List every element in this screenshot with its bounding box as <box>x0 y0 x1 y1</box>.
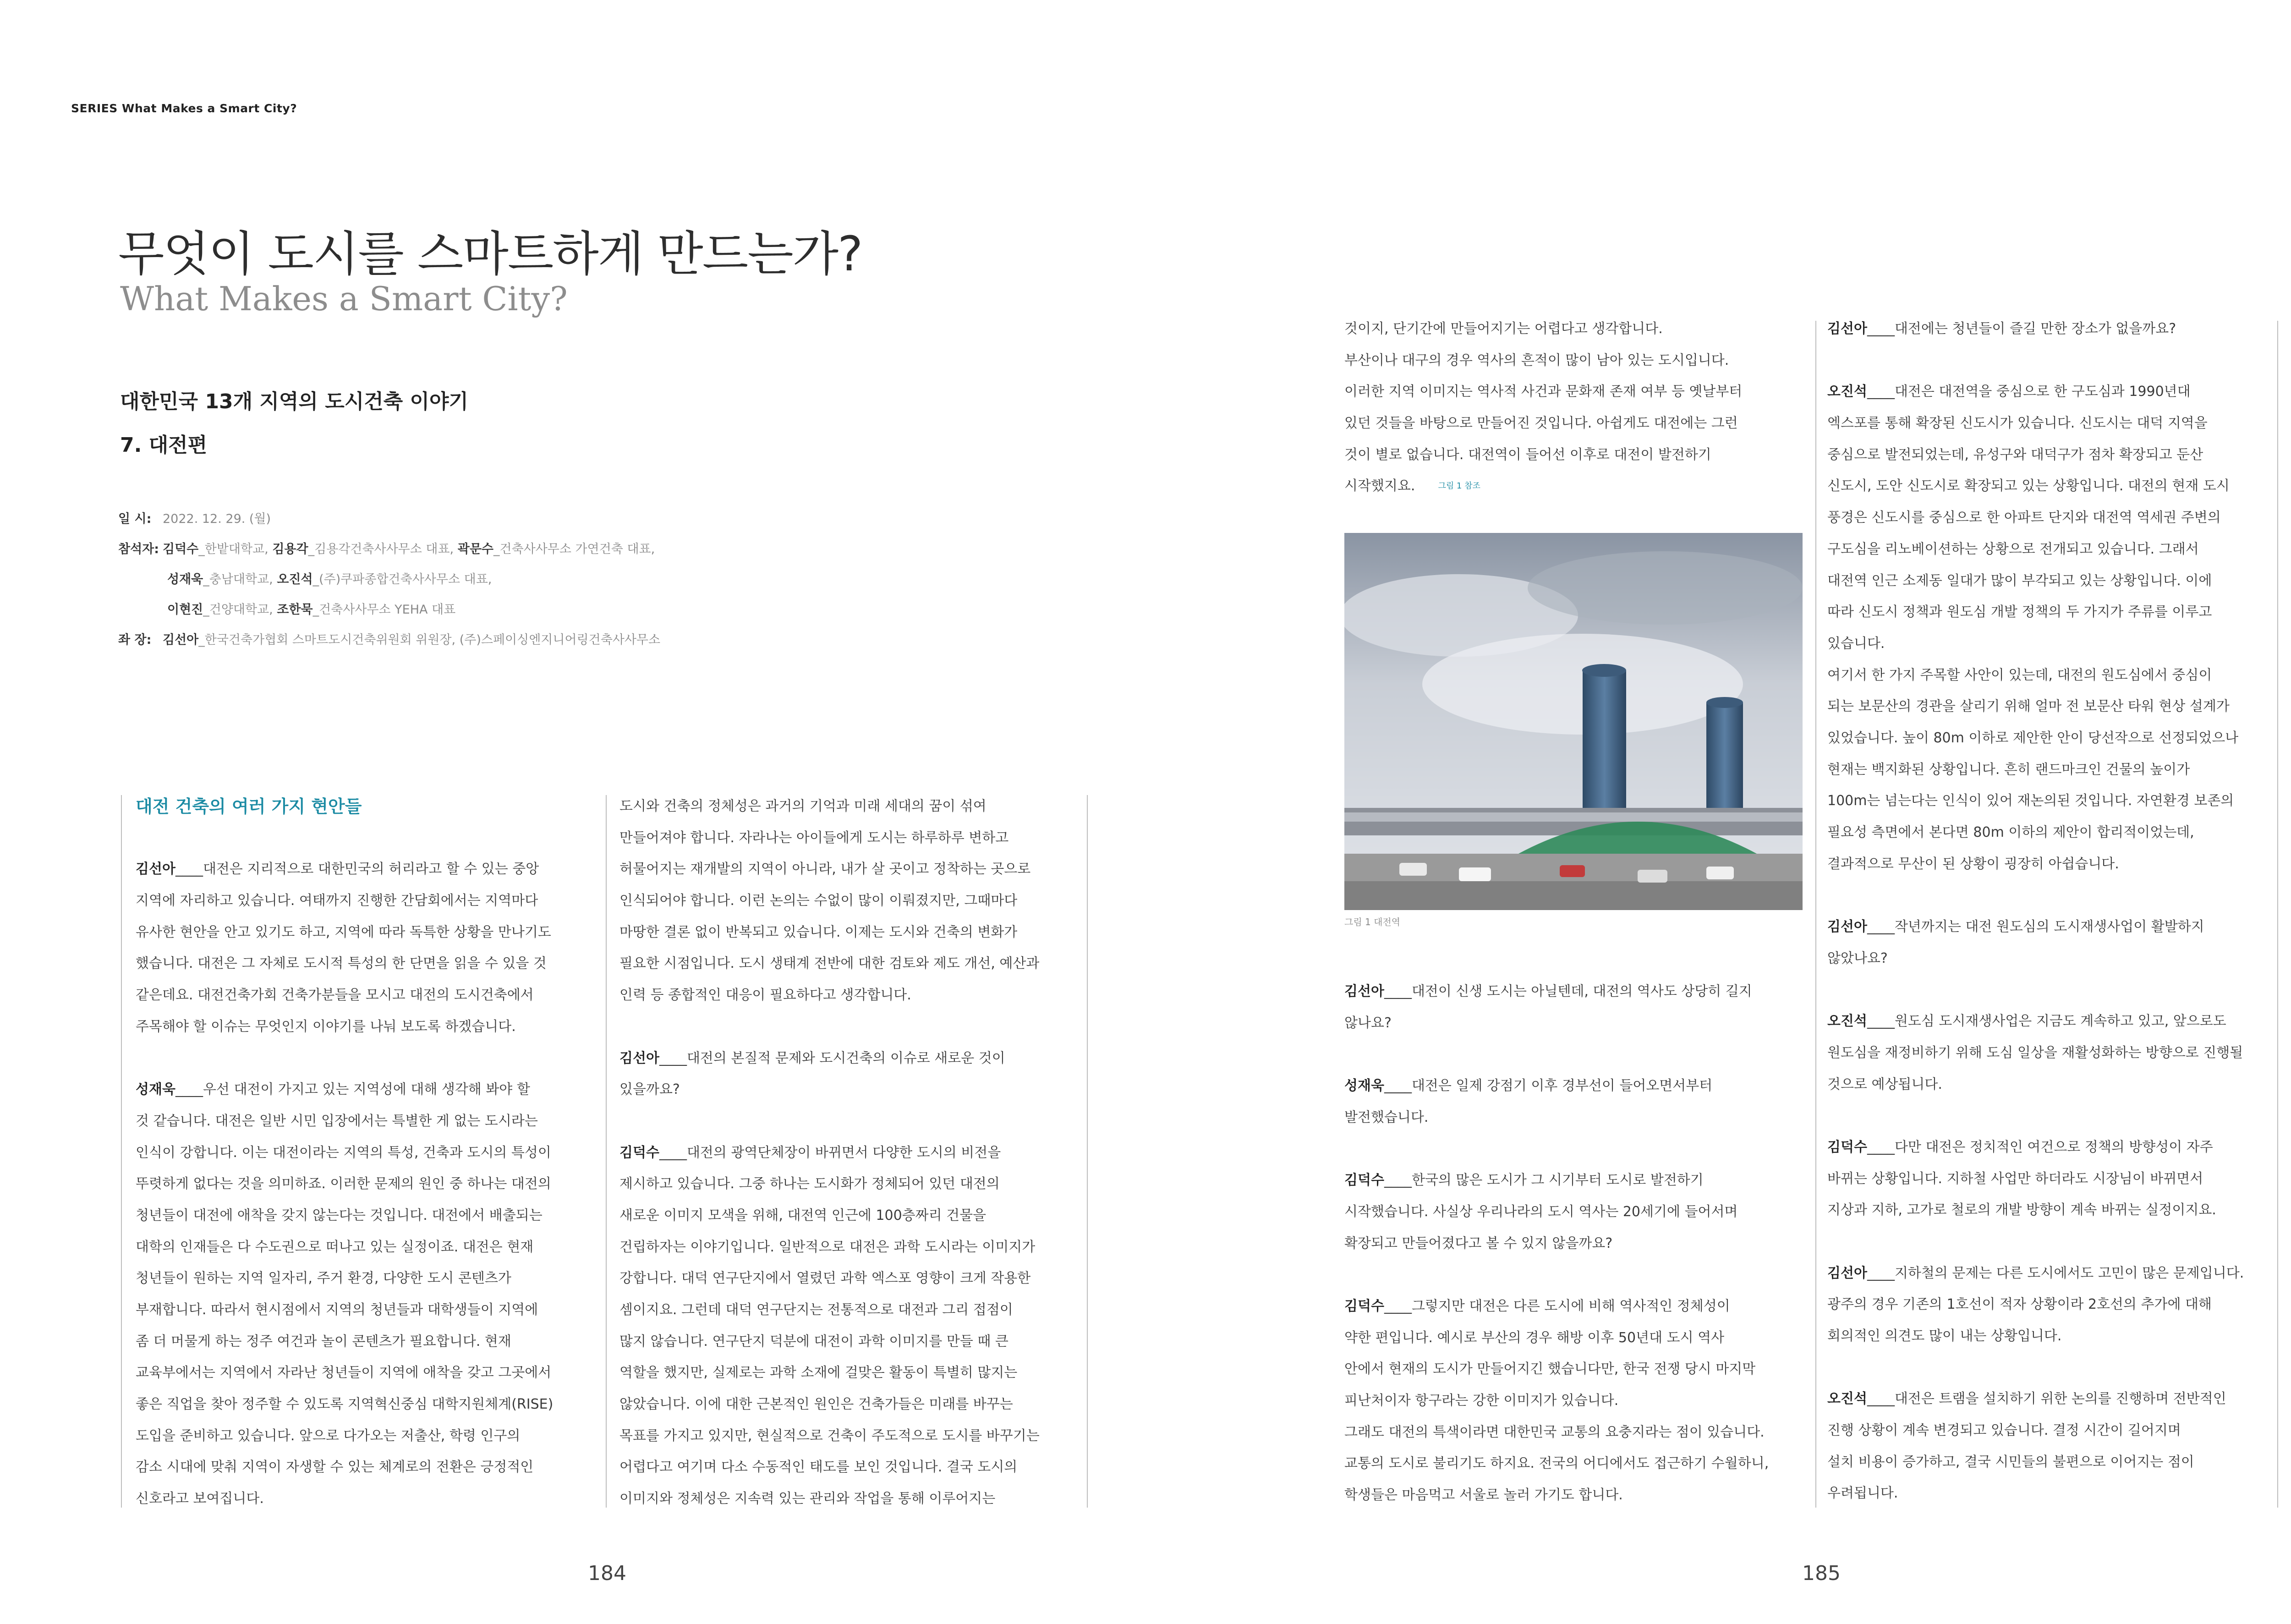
attendee-name: 오진석 <box>277 572 313 587</box>
text-column-4 <box>1827 313 2244 1509</box>
line-text: 현재는 백지화된 상황입니다. 흔히 랜드마크인 건물의 높이가 <box>1827 761 2190 778</box>
meta-attendee-row <box>118 565 660 595</box>
text-line <box>136 1452 553 1483</box>
line-text: 강합니다. 대덕 연구단지에서 열렸던 과학 엑스포 영향이 크게 작용한 <box>619 1270 1031 1287</box>
text-line <box>1344 1385 1769 1417</box>
meta-attendee-row <box>118 534 660 565</box>
paragraph-gap <box>619 1011 1040 1043</box>
tower-right <box>1706 702 1743 822</box>
text-line <box>1344 471 1742 502</box>
speaker-name: 성재욱 <box>1344 1078 1384 1094</box>
attendee-name: 김용각 <box>272 542 308 556</box>
text-line <box>1827 597 2244 628</box>
text-line <box>1344 1322 1769 1354</box>
attendee-name: 이현진 <box>167 603 203 617</box>
text-line <box>1827 1289 2244 1321</box>
line-text: 청년들이 대전에 애착을 갖지 않는다는 것입니다. 대전에서 배출되는 <box>136 1207 543 1223</box>
text-line <box>1827 376 2244 408</box>
line-text: 좀 더 머물게 하는 정주 여건과 놀이 콘텐츠가 필요합니다. 현재 <box>136 1333 511 1350</box>
text-line <box>1827 1321 2244 1352</box>
page-title: 무엇이 도시를 스마트하게 만드는가? <box>118 226 862 282</box>
line-text: 안에서 현재의 도시가 만들어지긴 했습니다만, 한국 전쟁 당시 마지막 <box>1344 1361 1756 1377</box>
text-line <box>1827 723 2244 754</box>
attendee-affiliation: _충남대학교, <box>203 572 277 587</box>
line-text: 셈이지요. 그런데 대덕 연구단지는 전통적으로 대전과 그리 접점이 <box>619 1302 1013 1318</box>
text-line <box>1827 1258 2244 1289</box>
line-text: 우려됩니다. <box>1827 1485 1898 1502</box>
text-line <box>619 1357 1040 1389</box>
text-line <box>136 1200 553 1232</box>
text-line <box>136 1232 553 1263</box>
line-text: 필요한 시점입니다. 도시 생태계 전반에 대한 검토와 제도 개선, 예산과 <box>619 955 1040 972</box>
section-heading: 대전 건축의 여러 가지 현안들 <box>136 796 362 817</box>
speaker-name: 김선아 <box>619 1050 659 1066</box>
line-text: 이미지와 정체성은 지속력 있는 관리와 작업을 통해 이루어지는 <box>619 1491 996 1507</box>
text-line <box>136 1137 553 1169</box>
text-line <box>619 1483 1040 1515</box>
meta-attendees-label: 참석자: <box>118 542 159 556</box>
line-text: 있을까요? <box>619 1081 680 1098</box>
speaker-text: 대전에는 청년들이 즐길 만한 장소가 없을까요? <box>1894 321 2176 337</box>
line-text: 주목해야 할 이슈는 무엇인지 이야기를 나눠 보도록 하겠습니다. <box>136 1018 516 1035</box>
text-column-1 <box>136 791 553 1515</box>
text-line <box>136 885 553 917</box>
speaker-text: 다만 대전은 정치적인 여건으로 정책의 방향성이 자주 <box>1894 1139 2213 1155</box>
line-text: 않나요? <box>1344 1015 1392 1031</box>
line-text: 진행 상황이 계속 변경되고 있습니다. 결정 시간이 길어지며 <box>1827 1422 2181 1439</box>
speaker-name: 오진석 <box>1827 1391 1867 1407</box>
line-text: 지역에 자리하고 있습니다. 여태까지 진행한 간담회에서는 지역마다 <box>136 893 538 909</box>
tower-left <box>1583 670 1626 822</box>
text-line <box>136 917 553 949</box>
text-line <box>136 1263 553 1295</box>
text-line <box>136 791 553 823</box>
text-line <box>136 1357 553 1389</box>
speaker-separator: ____ <box>1384 1172 1412 1189</box>
speaker-text: 대전은 트램을 설치하기 위한 논의를 진행하며 전반적인 <box>1894 1391 2226 1407</box>
line-text: 대학의 인재들은 다 수도권으로 떠나고 있는 실정이죠. 대전은 현재 <box>136 1239 534 1255</box>
line-text: 않았습니다. 이에 대한 근본적인 원인은 건축가들은 미래를 바꾸는 <box>619 1396 1013 1413</box>
line-text: 인식이 강합니다. 이는 대전이라는 지역의 특성, 건축과 도시의 특성이 <box>136 1144 551 1161</box>
text-line <box>619 1200 1040 1232</box>
column-rule <box>1087 795 1088 1508</box>
text-line <box>1344 439 1742 471</box>
line-text: 교통의 도시로 불리기도 하지요. 전국의 어디에서도 접근하기 수월하니, <box>1344 1455 1769 1472</box>
speaker-name: 오진석 <box>1827 1013 1867 1030</box>
text-line <box>1344 376 1742 408</box>
speaker-name: 김선아 <box>1827 919 1867 935</box>
column-rule <box>606 795 607 1508</box>
speaker-text: 작년까지는 대전 원도심의 도시재생사업이 활발하지 <box>1894 919 2204 935</box>
speaker-name: 성재욱 <box>136 1081 175 1098</box>
meta-chair <box>118 625 660 655</box>
speaker-name: 김선아 <box>1827 321 1867 337</box>
speaker-separator: ____ <box>1867 321 1895 337</box>
speaker-separator: ____ <box>175 861 203 878</box>
line-text: 부재합니다. 따라서 현시점에서 지역의 청년들과 대학생들이 지역에 <box>136 1302 538 1318</box>
line-text: 엑스포를 통해 확장된 신도시가 있습니다. 신도시는 대덕 지역을 <box>1827 415 2208 432</box>
text-line <box>136 1074 553 1106</box>
speaker-name: 김선아 <box>1827 1265 1867 1281</box>
line-text: 인식되어야 합니다. 이런 논의는 수없이 많이 이뤄졌지만, 그때마다 <box>619 893 1018 909</box>
meta-date-value: 2022. 12. 29. (월) <box>163 512 271 526</box>
line-text: 했습니다. 대전은 그 자체로 도시적 특성의 한 단면을 읽을 수 있을 것 <box>136 955 547 972</box>
text-line <box>1827 502 2244 534</box>
text-line <box>619 854 1040 885</box>
text-line <box>1827 1447 2244 1478</box>
text-column-3-bottom <box>1344 976 1769 1511</box>
text-line <box>619 980 1040 1011</box>
text-line <box>1827 1069 2244 1101</box>
paragraph-gap <box>1344 1133 1769 1165</box>
line-text: 새로운 이미지 모색을 위해, 대전역 인근에 100층짜리 건물을 <box>619 1207 987 1223</box>
line-text: 어렵다고 여기며 다소 수동적인 태도를 보인 것입니다. 결국 도시의 <box>619 1459 1018 1476</box>
attendee-name: 김덕수 <box>163 542 199 556</box>
text-line <box>1827 943 2244 975</box>
text-line <box>619 1389 1040 1421</box>
speaker-text: 대전은 지리적으로 대한민국의 허리라고 할 수 있는 중앙 <box>203 861 539 878</box>
attendee-affiliation: _건양대학교, <box>203 603 277 617</box>
line-text: 그래도 대전의 특색이라면 대한민국 교통의 요충지라는 점이 있습니다. <box>1344 1424 1765 1440</box>
attendee-name: 곽문수 <box>457 542 493 556</box>
figure-reference: 그림 1 참조 <box>1438 481 1480 491</box>
meta-date <box>118 504 660 534</box>
paragraph-gap <box>1827 1100 2244 1132</box>
text-line <box>136 1483 553 1515</box>
text-line <box>136 1326 553 1358</box>
speaker-text: 지하철의 문제는 다른 도시에서도 고민이 많은 문제입니다. <box>1894 1265 2244 1281</box>
speaker-name: 김덕수 <box>1344 1298 1384 1314</box>
text-line <box>1344 1165 1769 1196</box>
line-text: 교육부에서는 지역에서 자라난 청년들이 지역에 애착을 갖고 그곳에서 <box>136 1365 552 1381</box>
text-line <box>1827 313 2244 345</box>
line-text: 허물어지는 재개발의 지역이 아니라, 내가 살 곳이고 정착하는 곳으로 <box>619 861 1031 878</box>
speaker-name: 김덕수 <box>619 1144 659 1161</box>
line-text: 약한 편입니다. 예시로 부산의 경우 해방 이후 50년대 도시 역사 <box>1344 1329 1725 1346</box>
speaker-name: 김덕수 <box>1344 1172 1384 1189</box>
line-text: 결과적으로 무산이 된 상황이 굉장히 아쉽습니다. <box>1827 856 2119 872</box>
paragraph-gap <box>136 1043 553 1075</box>
speaker-text: 우선 대전이 가지고 있는 지역성에 대해 생각해 봐야 할 <box>203 1081 530 1098</box>
line-text: 만들어져야 합니다. 자라나는 아이들에게 도시는 하루하루 변하고 <box>619 829 1009 846</box>
text-line <box>619 885 1040 917</box>
text-line <box>1344 1008 1769 1039</box>
text-line <box>1344 1448 1769 1480</box>
speaker-separator: ____ <box>659 1144 687 1161</box>
text-line <box>1827 849 2244 880</box>
text-line <box>619 1137 1040 1169</box>
subtitle: 대한민국 13개 지역의 도시건축 이야기 <box>120 390 469 413</box>
text-line <box>1827 754 2244 786</box>
text-line <box>1827 911 2244 943</box>
speaker-separator: ____ <box>1867 384 1895 400</box>
attendee-affiliation: _건축사사무소 YEHA 대표 <box>312 603 456 617</box>
text-line <box>136 980 553 1011</box>
attendee-affiliation: _건축사사무소 가연건축 대표, <box>493 542 655 556</box>
line-text: 발전했습니다. <box>1344 1109 1429 1125</box>
line-text: 목표를 가지고 있지만, 현실적으로 건축이 주도적으로 도시를 바꾸기는 <box>619 1427 1040 1444</box>
text-line <box>1344 345 1742 377</box>
line-text: 유사한 현안을 안고 있기도 하고, 지역에 따라 독특한 상황을 만나기도 <box>136 924 551 940</box>
chair-affiliation: _한국건축가협회 스마트도시건축위원회 위원장, (주)스페이싱엔지니어링건축사사무소 <box>198 633 661 647</box>
text-line <box>1344 976 1769 1008</box>
text-line <box>1827 1415 2244 1447</box>
line-text: 확장되고 만들어졌다고 볼 수 있지 않을까요? <box>1344 1235 1613 1251</box>
paragraph-gap <box>1827 1352 2244 1384</box>
text-line <box>619 1232 1040 1263</box>
line-text: 광주의 경우 기존의 1호선이 적자 상황이라 2호선의 추가에 대해 <box>1827 1296 2212 1313</box>
speaker-text: 대전은 대전역을 중심으로 한 구도심과 1990년대 <box>1894 384 2191 400</box>
line-text: 풍경은 신도시를 중심으로 한 아파트 단지와 대전역 역세권 주변의 <box>1827 510 2221 526</box>
line-text: 역할을 했지만, 실제로는 과학 소재에 걸맞은 활동이 특별히 많지는 <box>619 1365 1018 1381</box>
text-line <box>1344 1228 1769 1260</box>
text-line <box>1827 439 2244 471</box>
text-line <box>1344 1291 1769 1322</box>
meta-info <box>118 504 660 655</box>
text-line <box>136 1421 553 1452</box>
paragraph-gap <box>1827 880 2244 911</box>
text-line <box>1827 628 2244 660</box>
text-line <box>1344 1070 1769 1102</box>
speaker-separator: ____ <box>1867 919 1895 935</box>
text-line <box>1827 534 2244 565</box>
line-text: 100m는 넘는다는 인식이 있어 재논의된 것입니다. 자연환경 보존의 <box>1827 793 2234 809</box>
paragraph-gap <box>1344 1259 1769 1291</box>
line-text: 뚜렷하게 없다는 것을 의미하죠. 이러한 문제의 원인 중 하나는 대전의 <box>136 1176 551 1192</box>
meta-chair-label: 좌 장: <box>118 633 152 647</box>
paragraph-gap <box>1827 974 2244 1006</box>
text-line <box>136 1389 553 1421</box>
text-line <box>136 854 553 885</box>
text-line <box>619 1421 1040 1452</box>
line-text: 설치 비용이 증가하고, 결국 시민들의 불편으로 이어지는 점이 <box>1827 1454 2194 1470</box>
text-line <box>1827 1006 2244 1037</box>
speaker-separator: ____ <box>175 1081 203 1098</box>
line-text: 않았나요? <box>1827 950 1888 966</box>
meta-date-label: 일 시: <box>118 512 152 526</box>
line-text: 좋은 직업을 찾아 정주할 수 있도록 지역혁신중심 대학지원체계(RISE) <box>136 1396 554 1413</box>
speaker-separator: ____ <box>1867 1391 1895 1407</box>
line-text: 이러한 지역 이미지는 역사적 사건과 문화재 존재 여부 등 옛날부터 <box>1344 384 1743 400</box>
speaker-text: 대전이 신생 도시는 아닐텐데, 대전의 역사도 상당히 길지 <box>1411 983 1752 999</box>
line-text: 있었습니다. 높이 80m 이하로 제안한 안이 당선작으로 선정되었으나 <box>1827 730 2239 746</box>
line-text: 여기서 한 가지 주목할 사안이 있는데, 대전의 원도심에서 중심이 <box>1827 667 2212 683</box>
text-line <box>1827 785 2244 817</box>
paragraph-gap <box>1344 1039 1769 1070</box>
text-line <box>619 1295 1040 1326</box>
text-line <box>1827 1383 2244 1415</box>
speaker-text: 대전의 본질적 문제와 도시건축의 이슈로 새로운 것이 <box>686 1050 1005 1066</box>
line-text: 건립하자는 이야기입니다. 일반적으로 대전은 과학 도시라는 이미지가 <box>619 1239 1036 1255</box>
meta-attendee-row <box>118 595 660 625</box>
text-line <box>136 1011 553 1043</box>
line-text: 시작했지요. <box>1344 478 1415 494</box>
line-text: 회의적인 의견도 많이 내는 상황입니다. <box>1827 1328 2062 1344</box>
series-header: SERIES What Makes a Smart City? <box>71 102 297 115</box>
line-text: 구도심을 리노베이션하는 상황으로 전개되고 있습니다. 그래서 <box>1827 541 2199 557</box>
text-line <box>136 1106 553 1137</box>
line-text: 신호라고 보여집니다. <box>136 1491 264 1507</box>
line-text: 감소 시대에 맞춰 지역이 자생할 수 있는 체계로의 전환은 긍정적인 <box>136 1459 534 1476</box>
subtitle-episode: 7. 대전편 <box>120 433 208 457</box>
text-column-2 <box>619 791 1040 1515</box>
text-line <box>1827 408 2244 439</box>
text-line <box>619 1452 1040 1483</box>
speaker-separator: ____ <box>1384 1298 1412 1314</box>
text-line <box>1827 691 2244 723</box>
speaker-separator: ____ <box>1384 983 1412 999</box>
paragraph-gap <box>619 1106 1040 1137</box>
meta-attendees <box>118 534 660 625</box>
line-text: 바뀌는 상황입니다. 지하철 사업만 하더라도 시장님이 바뀌면서 <box>1827 1170 2203 1187</box>
line-text: 부산이나 대구의 경우 역사의 흔적이 많이 남아 있는 도시입니다. <box>1344 352 1729 368</box>
line-text: 제시하고 있습니다. 그중 하나는 도시화가 정체되어 있던 대전의 <box>619 1176 1000 1192</box>
text-line <box>136 1295 553 1326</box>
line-text: 마땅한 결론 없이 반복되고 있습니다. 이제는 도시와 건축의 변화가 <box>619 924 1018 940</box>
speaker-text: 그렇지만 대전은 다른 도시에 비해 역사적인 정체성이 <box>1411 1298 1730 1314</box>
text-line <box>619 1263 1040 1295</box>
paragraph-gap <box>1827 1226 2244 1258</box>
text-line <box>1827 1132 2244 1163</box>
line-text: 것이지, 단기간에 만들어지기는 어렵다고 생각합니다. <box>1344 321 1663 337</box>
text-line <box>619 1169 1040 1200</box>
text-line <box>619 823 1040 854</box>
text-line <box>1344 1480 1769 1511</box>
attendee-affiliation: _김용각건축사사무소 대표, <box>308 542 458 556</box>
speaker-separator: ____ <box>1867 1265 1895 1281</box>
line-text: 도시와 건축의 정체성은 과거의 기억과 미래 세대의 꿈이 섞여 <box>619 798 987 814</box>
page-number-right: 185 <box>1802 1562 1841 1585</box>
speaker-separator: ____ <box>1384 1078 1412 1094</box>
text-line <box>1827 565 2244 597</box>
line-text: 것이 별로 없습니다. 대전역이 들어선 이후로 대전이 발전하기 <box>1344 446 1711 463</box>
speaker-text: 대전은 일제 강점기 이후 경부선이 들어오면서부터 <box>1411 1078 1713 1094</box>
attendee-affiliation: _한밭대학교, <box>198 542 273 556</box>
text-column-3-top <box>1344 313 1742 502</box>
page-number-left: 184 <box>588 1562 626 1585</box>
attendee-affiliation: _(주)쿠파종합건축사사무소 대표, <box>312 572 492 587</box>
paragraph-gap <box>1827 345 2244 377</box>
text-line <box>136 948 553 980</box>
text-line <box>136 1169 553 1200</box>
speaker-separator: ____ <box>1867 1139 1895 1155</box>
text-line <box>1344 1354 1769 1385</box>
text-line <box>1344 1417 1769 1448</box>
text-line <box>1827 1478 2244 1509</box>
text-line <box>619 917 1040 949</box>
text-line <box>619 948 1040 980</box>
column-rule <box>1815 321 1816 1508</box>
speaker-separator: ____ <box>1867 1013 1895 1030</box>
line-text: 중심으로 발전되었는데, 유성구와 대덕구가 점차 확장되고 둔산 <box>1827 446 2203 463</box>
text-line <box>1344 1196 1769 1228</box>
line-text: 필요성 측면에서 본다면 80m 이하의 제안이 합리적이었는데, <box>1827 824 2194 840</box>
line-text: 피난처이자 항구라는 강한 이미지가 있습니다. <box>1344 1392 1619 1409</box>
line-text: 도입을 준비하고 있습니다. 앞으로 다가오는 저출산, 학령 인구의 <box>136 1427 521 1444</box>
text-line <box>619 1326 1040 1358</box>
line-text: 신도시, 도안 신도시로 확장되고 있는 상황입니다. 대전의 현재 도시 <box>1827 478 2230 494</box>
speaker-text: 한국의 많은 도시가 그 시기부터 도시로 발전하기 <box>1411 1172 1704 1189</box>
line-text: 청년들이 원하는 지역 일자리, 주거 환경, 다양한 도시 콘텐츠가 <box>136 1270 511 1287</box>
column-rule <box>2277 321 2278 1508</box>
speaker-name: 김선아 <box>136 861 175 878</box>
figure-daejeon-station-photo <box>1344 533 1803 910</box>
text-line <box>1827 1037 2244 1069</box>
column-rule <box>121 795 122 1508</box>
speaker-name: 김덕수 <box>1827 1139 1867 1155</box>
text-line <box>1344 313 1742 345</box>
text-line <box>619 791 1040 823</box>
text-line <box>619 1074 1040 1106</box>
speaker-text: 원도심 도시재생사업은 지금도 계속하고 있고, 앞으로도 <box>1894 1013 2226 1030</box>
text-line <box>619 1043 1040 1075</box>
line-text: 따라 신도시 정책과 원도심 개발 정책의 두 가지가 주류를 이루고 <box>1827 604 2212 620</box>
attendee-name: 성재욱 <box>167 572 203 587</box>
figure-caption: 그림 1 대전역 <box>1344 916 1401 927</box>
text-line <box>1344 408 1742 439</box>
page-title-english: What Makes a Smart City? <box>120 280 568 318</box>
line-text: 지상과 지하, 고가로 철로의 개발 방향이 계속 바뀌는 실정이지요. <box>1827 1202 2216 1218</box>
line-text: 많지 않습니다. 연구단지 덕분에 대전이 과학 이미지를 만들 때 큰 <box>619 1333 1008 1350</box>
paragraph-gap <box>136 823 553 854</box>
line-text: 원도심을 재정비하기 위해 도심 일상을 재활성화하는 방향으로 진행될 <box>1827 1044 2243 1061</box>
speaker-name: 오진석 <box>1827 384 1867 400</box>
text-line <box>1827 817 2244 849</box>
line-text: 것 같습니다. 대전은 일반 시민 입장에서는 특별한 게 없는 도시라는 <box>136 1113 538 1129</box>
line-text: 학생들은 마음먹고 서울로 놀러 가기도 합니다. <box>1344 1487 1623 1503</box>
line-text: 있던 것들을 바탕으로 만들어진 것입니다. 아쉽게도 대전에는 그런 <box>1344 415 1738 432</box>
attendee-name: 조한묵 <box>277 603 313 617</box>
chair-name: 김선아 <box>163 633 199 647</box>
text-line <box>1827 1195 2244 1226</box>
speaker-name: 김선아 <box>1344 983 1384 999</box>
line-text: 시작했습니다. 사실상 우리나라의 도시 역사는 20세기에 들어서며 <box>1344 1203 1738 1220</box>
text-line <box>1827 660 2244 691</box>
line-text: 있습니다. <box>1827 635 1885 652</box>
text-line <box>1827 1163 2244 1195</box>
line-text: 되는 보문산의 경관을 살리기 위해 얼마 전 보문산 타워 현상 설계가 <box>1827 698 2230 715</box>
line-text: 것으로 예상됩니다. <box>1827 1076 1942 1092</box>
text-line <box>1827 471 2244 502</box>
line-text: 대전역 인근 소제동 일대가 많이 부각되고 있는 상황입니다. 이에 <box>1827 572 2212 589</box>
station-illustration <box>1344 533 1803 910</box>
line-text: 인력 등 종합적인 대응이 필요하다고 생각합니다. <box>619 987 911 1004</box>
text-line <box>1344 1102 1769 1134</box>
speaker-separator: ____ <box>659 1050 687 1066</box>
speaker-text: 대전의 광역단체장이 바뀌면서 다양한 도시의 비전을 <box>686 1144 1001 1161</box>
line-text: 같은데요. 대전건축가회 건축가분들을 모시고 대전의 도시건축에서 <box>136 987 534 1004</box>
